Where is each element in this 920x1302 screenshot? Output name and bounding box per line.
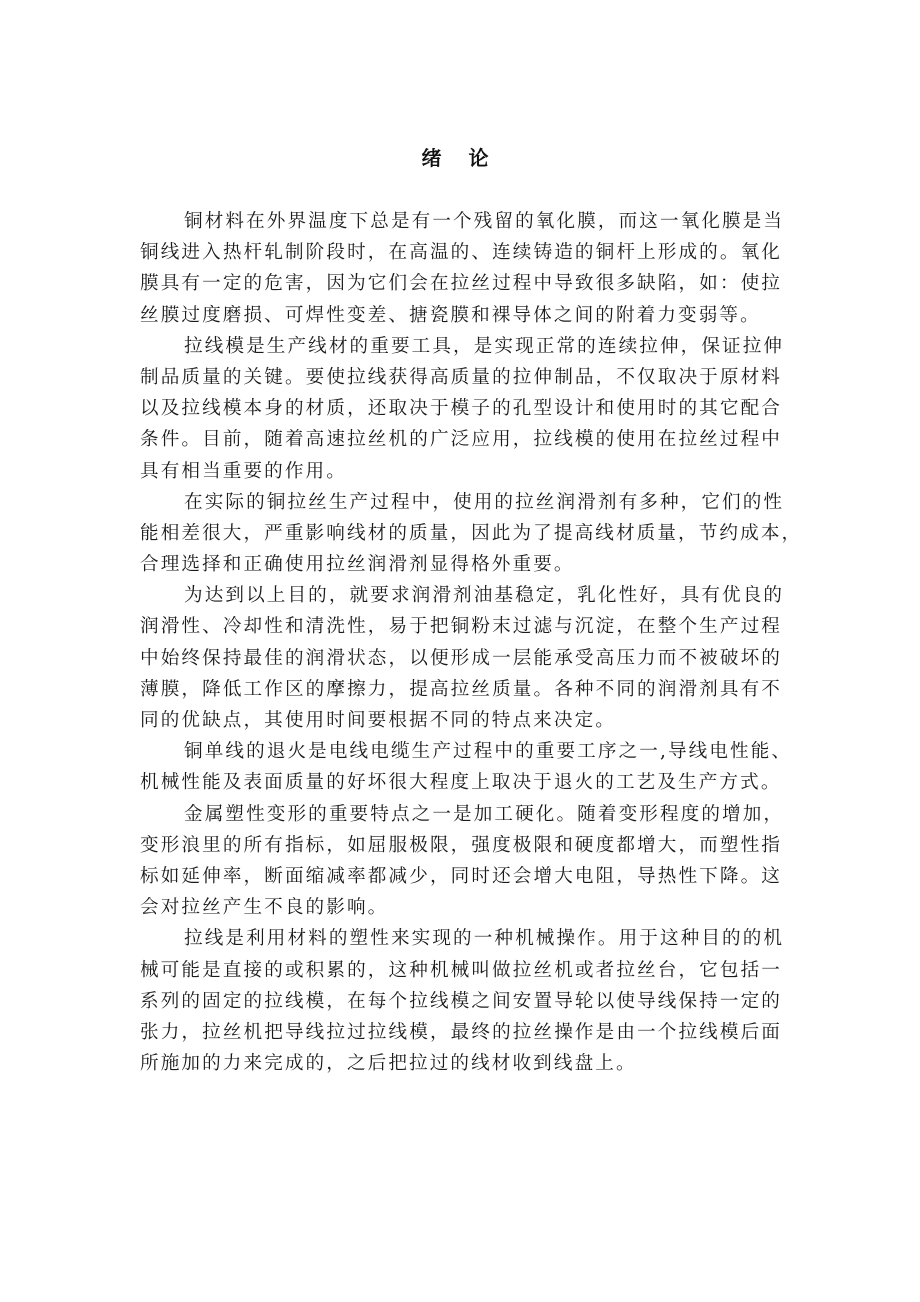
paragraph-drawing-die — [140, 331, 785, 487]
text-line: 薄膜，降低工作区的摩擦力，提高拉丝质量。各种不同的润滑剂具有不 — [140, 678, 782, 700]
text-line: 铜材料在外界温度下总是有一个残留的氧化膜，而这一氧化膜是当 — [184, 211, 785, 232]
paragraph-annealing — [140, 736, 793, 798]
text-line: 膜具有一定的危害，因为它们会在拉丝过程中导致很多缺陷，如：使拉 — [140, 273, 782, 295]
text-line: 条件。目前，随着高速拉丝机的广泛应用，拉线模的使用在拉丝过程中 — [140, 429, 782, 451]
text-line: 铜单线的退火是电线电缆生产过程中的重要工序之一,导线电性能、 — [184, 741, 793, 763]
paragraph-wire-drawing-machine — [140, 923, 785, 1079]
text-line: 变形浪里的所有指标，如屈服极限，强度极限和硬度都增大，而塑性指 — [140, 834, 782, 856]
text-line: 械可能是直接的或积累的，这种机械叫做拉丝机或者拉丝台，它包括一 — [140, 959, 782, 981]
text-line: 合理选择和正确使用拉丝润滑剂显得格外重要。 — [140, 554, 575, 576]
text-line: 以及拉线模本身的材质，还取决于模子的孔型设计和使用时的其它配合 — [140, 398, 782, 420]
text-line: 丝膜过度磨损、可焊性变差、搪瓷膜和裸导体之间的附着力变弱等。 — [140, 304, 761, 326]
text-line: 金属塑性变形的重要特点之一是加工硬化。随着变形程度的增加， — [184, 803, 785, 825]
text-line: 具有相当重要的作用。 — [140, 460, 347, 482]
text-line: 铜线进入热杆轧制阶段时，在高温的、连续铸造的铜杆上形成的。氧化 — [140, 242, 782, 264]
page-title: 绪 论 — [421, 146, 499, 170]
paragraph-lubricant-selection — [140, 487, 803, 581]
text-line: 拉线模是生产线材的重要工具，是实现正常的连续拉伸，保证拉伸 — [184, 335, 785, 357]
text-line: 为达到以上目的，就要求润滑剂油基稳定，乳化性好，具有优良的 — [184, 585, 785, 607]
text-line: 标如延伸率，断面缩减率都减少，同时还会增大电阻，导热性下降。这 — [140, 865, 782, 887]
text-line: 会对拉丝产生不良的影响。 — [140, 897, 389, 919]
text-line: 所施加的力来完成的，之后把拉过的线材收到线盘上。 — [140, 1053, 637, 1075]
text-line: 机械性能及表面质量的好坏很大程度上取决于退火的工艺及生产方式。 — [140, 772, 782, 794]
text-line: 中始终保持最佳的润滑状态，以便形成一层能承受高压力而不被破坏的 — [140, 647, 782, 669]
text-line: 张力，拉丝机把导线拉过拉线模，最终的拉丝操作是由一个拉线模后面 — [140, 1021, 782, 1043]
text-line: 制品质量的关键。要使拉线获得高质量的拉伸制品，不仅取决于原材料 — [140, 366, 782, 388]
paragraph-oxide-film — [140, 206, 785, 331]
text-line: 拉线是利用材料的塑性来实现的一种机械操作。用于这种目的的机 — [184, 928, 785, 950]
text-line: 在实际的铜拉丝生产过程中，使用的拉丝润滑剂有多种，它们的性 — [184, 491, 785, 513]
text-line: 能相差很大，严重影响线材的质量，因此为了提高线材质量，节约成本， — [140, 522, 803, 544]
document-body — [140, 206, 803, 1079]
paragraph-lubricant-requirements — [140, 580, 785, 736]
paragraph-work-hardening — [140, 799, 785, 924]
text-line: 同的优缺点，其使用时间要根据不同的特点来决定。 — [140, 710, 616, 731]
text-line: 润滑性、冷却性和清洗性，易于把铜粉末过滤与沉淀，在整个生产过程 — [140, 616, 782, 638]
text-line: 系列的固定的拉线模，在每个拉线模之间安置导轮以使导线保持一定的 — [140, 990, 782, 1012]
